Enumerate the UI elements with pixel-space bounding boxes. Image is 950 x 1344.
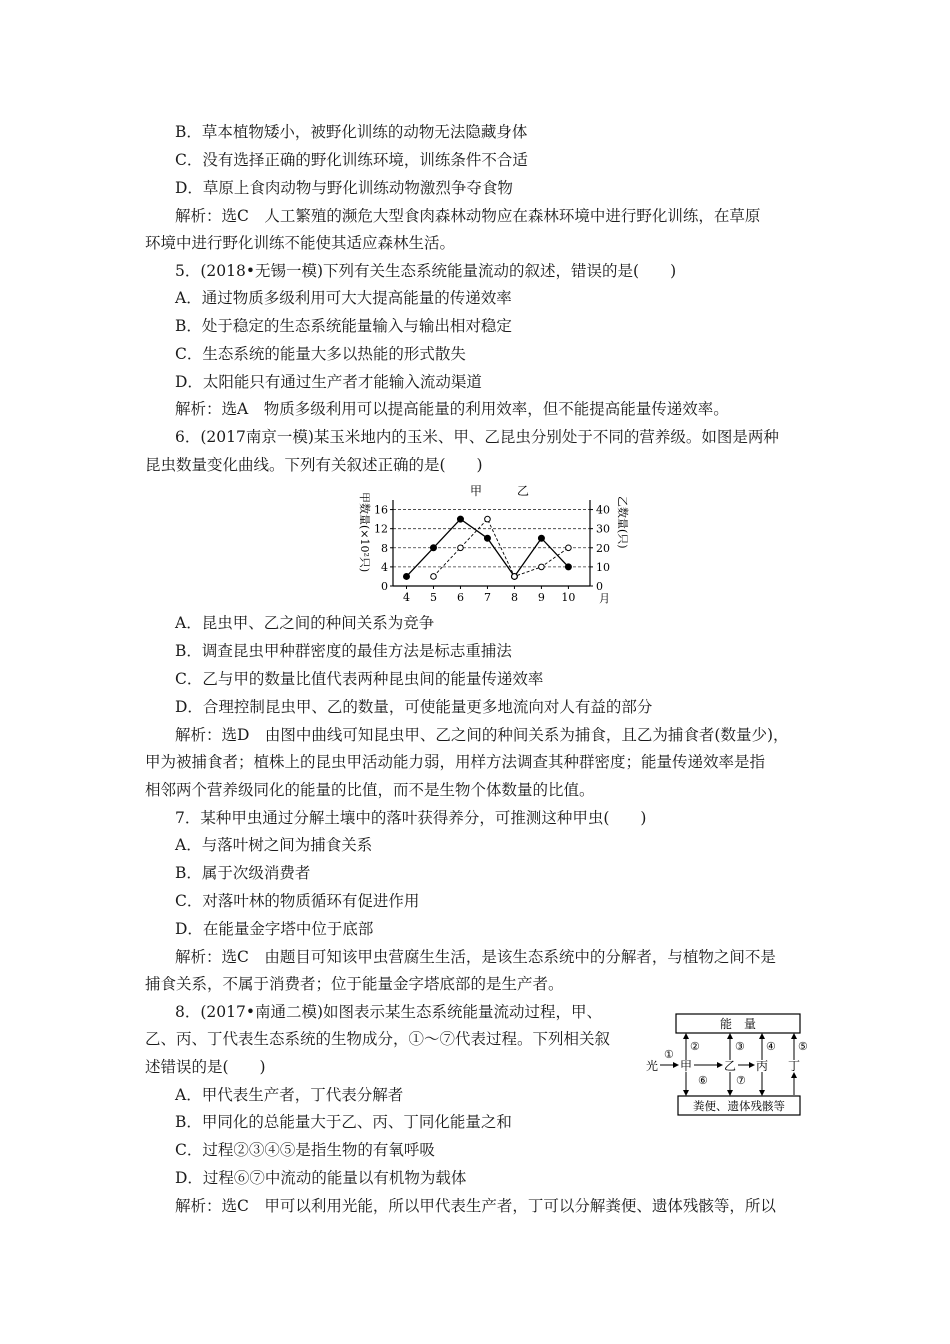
q7-answer-line2: 捕食关系，不属于消费者；位于能量金字塔底部的是生产者。 — [145, 975, 564, 993]
q6-answer-line1: 解析：选D 由图中曲线可知昆虫甲、乙之间的种间关系为捕食，且乙为捕食者(数量少)， — [175, 726, 789, 744]
y-right-tick-label: 40 — [596, 503, 610, 517]
y-left-tick-label: 8 — [381, 541, 388, 555]
legend-yi: 乙 — [516, 484, 530, 498]
legend-jia: 甲 — [469, 484, 483, 498]
q8-stem-line2: 乙、丙、丁代表生态系统的生物成分，①～⑦代表过程。下列相关叙 — [145, 1030, 611, 1048]
process-1: ① — [664, 1048, 674, 1061]
q6-stem-line2: 昆虫数量变化曲线。下列有关叙述正确的是( ) — [145, 456, 483, 474]
q5-stem: 5．(2018•无锡一模)下列有关生态系统能量流动的叙述，错误的是( ) — [175, 262, 677, 280]
q7-answer-line1: 解析：选C 由题目可知该甲虫营腐生生活，是该生态系统中的分解者，与植物之间不是 — [175, 948, 776, 966]
process-3: ③ — [735, 1040, 745, 1053]
series-point-0 — [484, 535, 490, 541]
series-point-0 — [565, 564, 571, 570]
q8-option-c: C．过程②③④⑤是指生物的有氧呼吸 — [175, 1141, 435, 1159]
energy-box-label: 能 量 — [719, 1017, 757, 1031]
q6-option-c: C．乙与甲的数量比值代表两种昆虫间的能量传递效率 — [175, 670, 544, 688]
x-tick-label: 9 — [537, 591, 545, 604]
node-bing: 丙 — [756, 1059, 769, 1073]
q4-option-c: C．没有选择正确的野化训练环境，训练条件不合适 — [175, 151, 528, 169]
q8-stem-line1: 8．(2017•南通二模)如图表示某生态系统能量流动过程，甲、 — [175, 1003, 603, 1021]
series-point-0 — [430, 545, 436, 551]
x-tick-label: 8 — [510, 591, 518, 604]
y-left-tick-label: 0 — [381, 580, 388, 593]
waste-box-label: 粪便、遗体残骸等 — [693, 1099, 785, 1113]
x-axis-unit: 月 — [599, 592, 610, 605]
x-tick-label: 4 — [402, 591, 410, 604]
q7-option-d: D．在能量金字塔中位于底部 — [175, 920, 374, 938]
series-point-0 — [457, 516, 463, 522]
q5-option-d: D．太阳能只有通过生产者才能输入流动渠道 — [175, 373, 482, 391]
y-right-label: 乙数量(只) — [616, 496, 629, 549]
q5-option-a: A．通过物质多级利用可大大提高能量的传递效率 — [175, 289, 512, 307]
series-point-1 — [485, 516, 491, 522]
q5-option-b: B．处于稳定的生态系统能量输入与输出相对稳定 — [175, 317, 512, 335]
q8-option-a: A．甲代表生产者，丁代表分解者 — [175, 1086, 404, 1104]
node-yi: 乙 — [724, 1059, 737, 1073]
q8-option-d: D．过程⑥⑦中流动的能量以有机物为载体 — [175, 1169, 467, 1187]
q4-answer-line2: 环境中进行野化训练不能使其适应森林生活。 — [145, 234, 456, 252]
x-tick-label: 10 — [561, 591, 576, 604]
q8-answer-line1: 解析：选C 甲可以利用光能，所以甲代表生产者，丁可以分解粪便、遗体残骸等，所以 — [175, 1197, 776, 1215]
process-7: ⑦ — [736, 1074, 746, 1087]
series-point-1 — [539, 564, 545, 570]
process-6: ⑥ — [698, 1074, 708, 1087]
x-tick-label: 6 — [456, 591, 464, 604]
process-2: ② — [690, 1040, 700, 1053]
y-left-label: 甲数量(×10²只) — [358, 492, 371, 573]
y-left-tick-label: 4 — [381, 560, 388, 574]
q4-answer-line1: 解析：选C 人工繁殖的濒危大型食肉森林动物应在森林环境中进行野化训练，在草原 — [175, 207, 761, 225]
x-tick-label: 7 — [483, 591, 491, 604]
q6-answer-line2: 甲为被捕食者；植株上的昆虫甲活动能力弱，用样方法调查其种群密度；能量传递效率是指 — [145, 753, 766, 771]
light-label: 光 — [646, 1059, 659, 1073]
q7-option-b: B．属于次级消费者 — [175, 864, 311, 882]
q4-option-d: D．草原上食肉动物与野化训练动物激烈争夺食物 — [175, 179, 513, 197]
q8-stem-line3: 述错误的是( ) — [145, 1058, 266, 1076]
q6-stem-line1: 6．(2017南京一模)某玉米地内的玉米、甲、乙昆虫分别处于不同的营养级。如图是两种 — [175, 428, 779, 446]
q5-answer-line1: 解析：选A 物质多级利用可以提高能量的利用效率，但不能提高能量传递效率。 — [175, 400, 729, 418]
q7-option-a: A．与落叶树之间为捕食关系 — [175, 836, 373, 854]
series-point-1 — [431, 574, 437, 580]
population-chart — [345, 478, 635, 610]
x-tick-label: 5 — [429, 591, 437, 604]
energy-flow-diagram — [640, 1010, 830, 1120]
q7-option-c: C．对落叶林的物质循环有促进作用 — [175, 892, 420, 910]
q6-option-a: A．昆虫甲、乙之间的种间关系为竞争 — [175, 614, 435, 632]
y-left-tick-label: 12 — [374, 522, 388, 536]
series-point-1 — [512, 574, 518, 580]
node-jia: 甲 — [680, 1059, 693, 1073]
y-right-tick-label: 20 — [596, 541, 610, 555]
y-right-tick-label: 10 — [596, 560, 610, 574]
y-left-tick-label: 16 — [374, 503, 388, 517]
q4-option-b: B．草本植物矮小，被野化训练的动物无法隐藏身体 — [175, 123, 528, 141]
q6-option-b: B．调查昆虫甲种群密度的最佳方法是标志重捕法 — [175, 642, 512, 660]
series-point-1 — [458, 545, 464, 551]
y-right-tick-label: 30 — [596, 522, 610, 536]
y-right-tick-label: 0 — [596, 580, 603, 593]
series-point-1 — [566, 545, 572, 551]
series-point-0 — [403, 573, 409, 579]
q6-option-d: D．合理控制昆虫甲、乙的数量，可使能量更多地流向对人有益的部分 — [175, 698, 653, 716]
node-ding: 丁 — [788, 1059, 801, 1073]
q5-option-c: C．生态系统的能量大多以热能的形式散失 — [175, 345, 466, 363]
q7-stem: 7．某种甲虫通过分解土壤中的落叶获得养分，可推测这种甲虫( ) — [175, 809, 647, 827]
chart-ticks — [374, 504, 610, 604]
process-5: ⑤ — [798, 1040, 808, 1053]
q8-option-b: B．甲同化的总能量大于乙、丙、丁同化能量之和 — [175, 1113, 512, 1131]
process-4: ④ — [766, 1040, 776, 1053]
series-point-0 — [538, 535, 544, 541]
q6-answer-line3: 相邻两个营养级同化的能量的比值，而不是生物个体数量的比值。 — [145, 781, 595, 799]
